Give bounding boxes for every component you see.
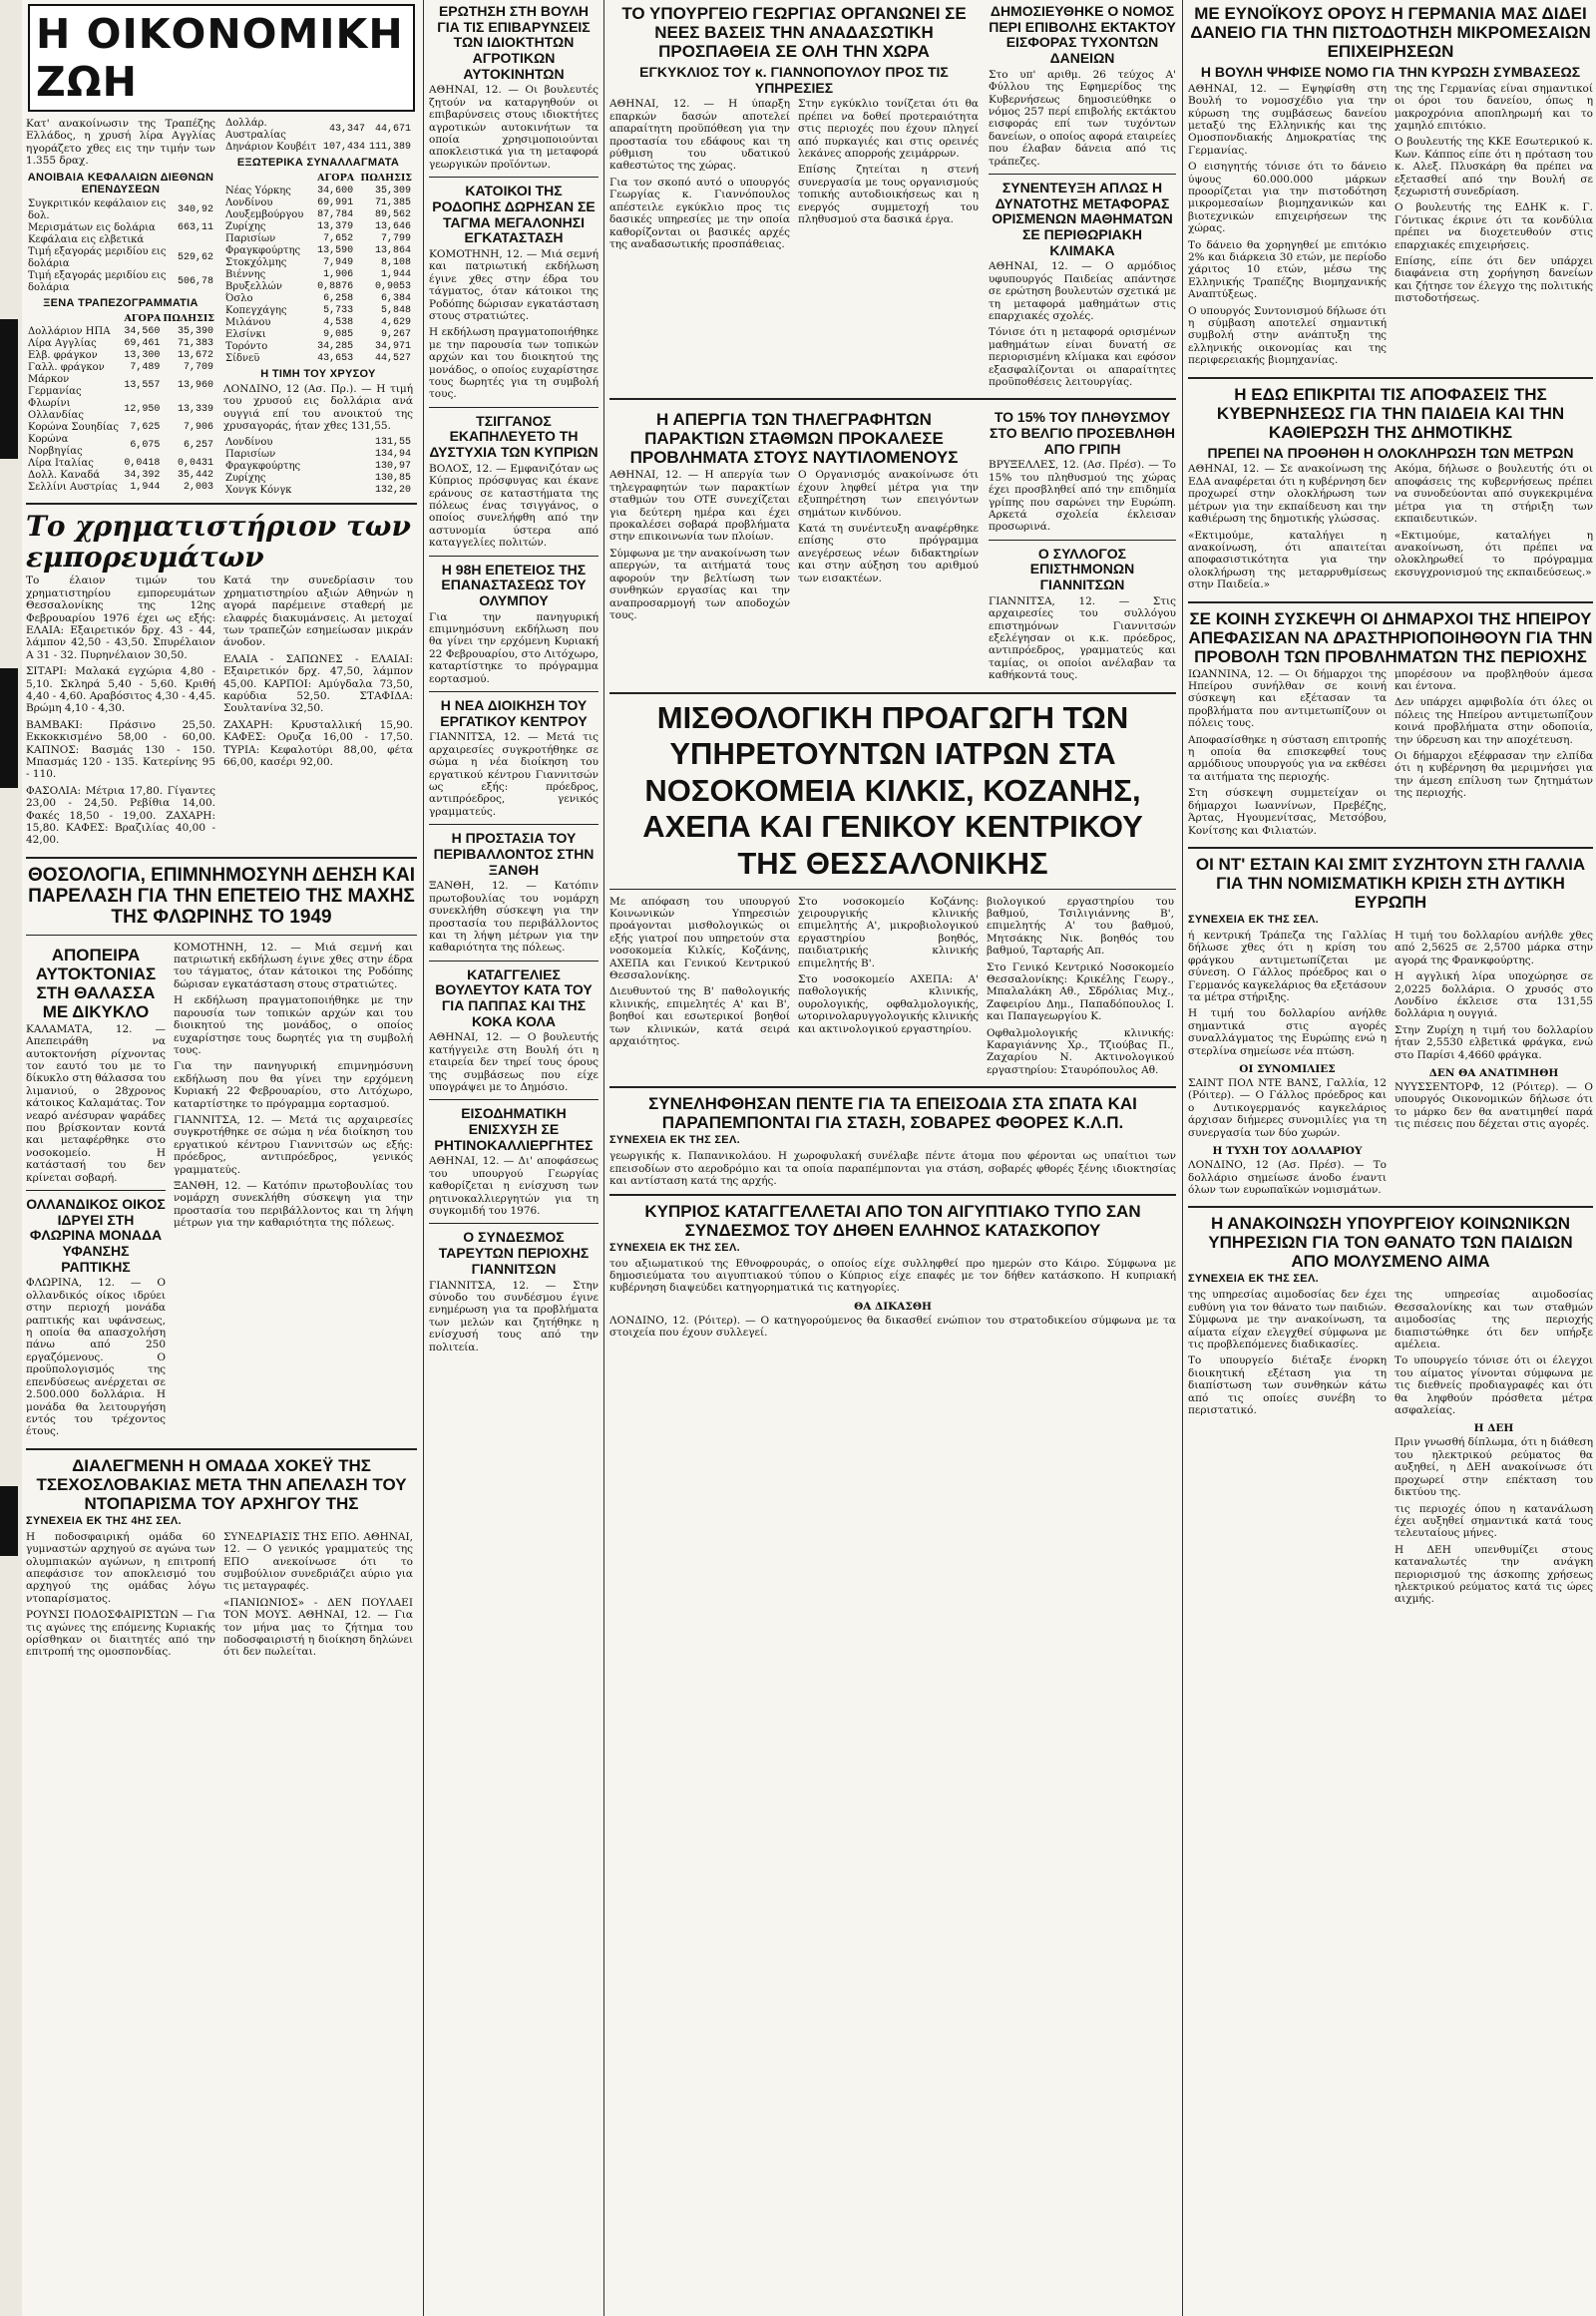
- table-row: Κορώνα Σουηδίας 7,625 7,906: [28, 421, 213, 433]
- fx-title: ΑΝΟΙΒΑΙΑ ΚΕΦΑΛΑΙΩΝ ΔΙΕΘΝΩΝ ΕΠΕΝΔΥΣΕΩΝ: [27, 171, 214, 195]
- table-row: Σελλίνι Αυστρίας 1,944 2,003: [28, 481, 213, 493]
- eda-education-headline: Η ΕΔΩ ΕΠΙΚΡΙΤΑΙ ΤΙΣ ΑΠΟΦΑΣΕΙΣ ΤΗΣ ΚΥΒΕΡΝΗΣΕΩΣ ΓΙΑ ΤΗΝ ΠΑΙΔΕΙΑ ΚΑΙ ΤΗΝ ΚΑΘΙΕΡΩΣΗ ΤΗΣ ΔΗΜΟΤΙΚΗΣ: [1216, 384, 1565, 442]
- belgium-flu-headline: ΤΟ 15% ΤΟΥ ΠΛΗΘΥΣΜΟΥ ΣΤΟ ΒΕΛΓΙΟ ΠΡΟΣΕΒΛΗΘΗ ΑΠΟ ΓΡΙΠΗ: [990, 409, 1175, 457]
- table-row: Ελβ. φράγκον 13,300 13,672: [28, 349, 213, 361]
- parliament-question-headline: ΕΡΩΤΗΣΗ ΣΤΗ ΒΟΥΛΗ ΓΙΑ ΤΙΣ ΕΠΙΒΑΡΥΝΣΕΙΣ ΤΩΝ ΙΔΙΟΚΤΗΤΩΝ ΑΓΡΟΤΙΚΩΝ ΑΥΤΟΚΙΝΗΤΩΝ: [437, 3, 591, 82]
- table-row: Ζυρίχης 13,379 13,646: [225, 221, 411, 232]
- table-row: Βιέννης 1,906 1,944: [225, 269, 411, 280]
- telegraph-strike-headline: Η ΑΠΕΡΓΙΑ ΤΩΝ ΤΗΛΕΓΡΑΦΗΤΩΝ ΠΑΡΑΚΤΙΩΝ ΣΤΑΘΜΩΝ ΠΡΟΚΑΛΕΣΕ ΠΡΟΒΛΗΜΑΤΑ ΣΤΟΥΣ ΝΑΥΤΙΛΟΜΕΝΟΥΣ: [629, 410, 959, 468]
- notes-title: ΞΕΝΑ ΤΡΑΠΕΖΟΓΡΑΜΜΑΤΙΑ: [43, 296, 199, 309]
- column-1: Η ΟΙΚΟΝΟΜΙΚΗ ΖΩΗ Κατ' ανακοίνωσιν της Τραπέζης Ελλάδος, η χρυσή λίρα Αγγλίας ηγοράζετο χθες εις την τιμήν των 1.355 δραχ. ΑΝΟΙΒΑΙΑ ΚΕΦΑΛΑΙΩΝ ΔΙΕΘΝΩΝ ΕΠΕΝΔΥΣΕΩΝ Συγκριτικόν κεφάλαιον εις δολ. 340,92 Μερισμάτων εις δολάρια 663,11 Κεφάλαια εις ελβετικά Τιμή εξαγοράς μεριδίου εις δολάρια 529,62 Τιμή εξαγοράς μεριδίου εις δολάρια 506,78 ΞΕΝΑ ΤΡΑΠΕΖΟΓΡΑΜΜΑΤΙΑ ΑΓΟΡΑ ΠΩΛΗΣΙΣ Δολλάριον ΗΠΑ 34,560 35,390 Λίρα Αγγλίας 69,461 71,383 Ελβ. φράγκον 13,300 13,672 Γαλλ. φράγκον 7,489 7,709 Μάρκον Γερμανίας 13,557 13,960 Φλωρίνι Ολλανδίας 12,950 13,339 Κορώνα Σουηδίας 7,625 7,906 Κορώνα Νορβηγίας 6,075 6,257 Λίρα Ιταλίας 0,0418 0,0431 Δολλ. Καναδά 34,392 35,442 Σελλίνι Αυστρίας 1,944 2,003 Δολλάρ. Αυστραλίας 43,347 44,671 Δηνάριον Κουβέιτ 107,434 111,389 ΕΞΩΤΕΡΙΚΑ ΣΥΝΑΛΛΑΓΜΑΤΑ ΑΓΟΡΑ ΠΩΛΗΣΙΣ Νέας Υόρκης 34,600 35,309 Λονδίνου 69,991 71,385 Λουξεμβούργου 87,784 89,562 Ζυρίχης 13,379 13,646 Παρισίων 7,652 7,799 Φραγκφούρτης 13,590 13,864 Στοκχόλμης 7,949 8,108 Βιέννης 1,906 1,944 Βρυξελλών 0,8876 0,9053 Όσλο 6,258 6,384 Κοπεγχάγης 5,733 5,848 Μιλάνου 4,538 4,629 Ελσίνκι 9,085 9,267 Τορόντο 34,285 34,971 Σίδνεϋ 43,653 44,527 Η ΤΙΜΗ ΤΟΥ ΧΡΥΣΟΥ ΛΟΝΔΙΝΟ, 12 (Ασ. Πρ.). — Η τιμή του χρυσού εις δολλάρια ανά ουγγιά επί του ανοικτού της χρυσαγοράς, ήταν χθες 131,55. Λονδίνου 131,55 Παρισίων 134,94 Φραγκφούρτης 130,97 Ζυρίχης 130,85 Χονγκ Κόνγκ 132,20 Το χρηματιστήριον των εμπορευμάτων Το έλαιον τιμών του χρηματιστηρίου εμπορευμάτων Θεσσαλονίκης της 12ης Φεβρουαρίου 1976 έχει ως εξής: ΕΛΑΙΑ: Εξαιρετικόν δρχ. 43 - 44, λάμπον 42,50 - 43,50. Σπυρέλαιον Α 31 - 32. Πυρηνέλαιον 30,50. ΣΙΤΑΡΙ: Μαλακά εγχώρια 4,80 - 5,10. Σκληρά 5,40 - 5,60. Κριθή 4,40 - 4,60. Αραβόσιτος 4,30 - 4,45. Βρώμη 4,10 - 4,30. ΒΑΜΒΑΚΙ: Πράσινο 25,50. Εκκοκκισμένο 58,00 - 60,00. ΚΑΠΝΟΣ: Βασμάς 130 - 150. Μπασμάς 120 - 135. Κατερίνης 95 - 110. ΦΑΣΟΛΙΑ: Μέτρια 17,80. Γίγαντες 23,00 - 24,50. Ρεβίθια 14,00. Φακές 18,50 - 19,00. ΖΑΧΑΡΗ: 15,80. ΚΑΦΕΣ: Βραζιλίας 40,00 - 42,00. Κατά την συνεδρίασιν του χρηματιστηρίου αξιών Αθηνών η αγορά παρέμεινε σταθερή με ελαφρές διακυμάνσεις. Αι μετοχαί των τραπεζών εσημείωσαν μικράν άνοδον. ΕΛΑΙΑ - ΣΑΠΩΝΕΣ - ΕΛΑΙΑΙ: Εξαιρετικόν δρχ. 47,50, λάμπον 45,00. ΚΑΡΠΟΙ: Αμύγδαλα 73,50, καρύδια 52,50. ΣΤΑΦΙΔΑ: Σουλτανίνα 32,50. ΖΑΧΑΡΗ: Κρυσταλλική 15,90. ΚΑΦΕΣ: Ορυζα 16,00 - 17,50. ΤΥΡΙΑ: Κεφαλοτύρι 88,00, φέτα 66,00, κασέρι 92,00. ΘΟΣΟΛΟΓΙΑ, ΕΠΙΜΝΗΜΟΣΥΝΗ ΔΕΗΣΗ ΚΑΙ ΠΑΡΕΛΑΣΗ ΓΙΑ ΤΗΝ ΕΠΕΤΕΙΟ ΤΗΣ ΜΑΧΗΣ ΤΗΣ ΦΛΩΡΙΝΗΣ ΤΟ 1949 ΑΠΟΠΕΙΡΑ ΑΥΤΟΚΤΟΝΙΑΣ ΣΤΗ ΘΑΛΑΣΣΑ ΜΕ ΔΙΚΥΚΛΟ ΚΑΛΑΜΑΤΑ, 12. — Απεπειράθη να αυτοκτονήση ρίχνοντας τον εαυτό του με το δίκυκλο στη θάλασσα του λιμανιού, ο 28χρονος κάτοικος Καλαμάτας. Τον νεαρό ανέσυραν ψαράδες που βρίσκονταν κοντά και μεταφέρθηκε στο νοσοκομείο. Η κατάστασή του δεν κρίνεται σοβαρή. ΟΛΛΑΝΔΙΚΟΣ ΟΙΚΟΣ ΙΔΡΥΕΙ ΣΤΗ ΦΛΩΡΙΝΑ ΜΟΝΑΔΑ ΥΦΑΝΣΗΣ ΡΑΠΤΙΚΗΣ ΦΛΩΡΙΝΑ, 12. — Ο ολλανδικός οίκος ιδρύει στην περιοχή μονάδα ραπτικής και υφάνσεως, η οποία θα απασχολήση πάνω από 250 εργαζόμενους. Ο προϋπολογισμός της επενδύσεως ανέρχεται σε 2.500.000 δολλάρια. Η μονάδα θα λειτουργήση εντός του τρέχοντος έτους. ΚΟΜΟΤΗΝΗ, 12. — Μιά σεμνή και πατριωτική εκδήλωση έγινε χθες στην έδρα του τάγματος, όταν κάτοικοι της Ροδόπης δώρισαν εγκατάσταση στους στρατιώτες. Η εκδήλωση πραγματοποιήθηκε με την παρουσία των τοπικών αρχών και του διοικητού της μονάδος, ο οποίος ευχαρίστησε τους δωρητές για τη συμβολή τους. Για την πανηγυρική επιμνημόσυνη εκδήλωση που θα γίνει την ερχόμενη Κυριακή 22 Φεβρουαρίου, στο Λιτόχωρο, καταρτίστηκε το πρόγραμμα εορτασμού. ΓΙΑΝΝΙΤΣΑ, 12. — Μετά τις αρχαιρεσίες συγκροτήθηκε σε σώμα η νέα διοίκηση του εργατικού κέντρου Γιαννιτσών ως εξής: πρόεδρος, αντιπρόεδρος, γενικός γραμματεύς. ΞΑΝΘΗ, 12. — Κατόπιν πρωτοβουλίας του νομάρχη συνεκλήθη σύσκεψη για την προστασία του περιβάλλοντος και τη λήψη μέτρων για την καθαριότητα της πόλεως. ΔΙΑΛΕΓΜΕΝΗ Η ΟΜΑΔΑ ΧΟΚΕΫ ΤΗΣ ΤΣΕΧΟΣΛΟΒΑΚΙΑΣ ΜΕΤΑ ΤΗΝ ΑΠΕΛΑΣΗ ΤΟΥ ΝΤΟΠΑΡΙΣΜΑ ΤΟΥ ΑΡΧΗΓΟΥ ΤΗΣ ΣΥΝΕΧΕΙΑ ΕΚ ΤΗΣ 4ΗΣ ΣΕΛ. Η ποδοσφαιρική ομάδα 60 γυμναστών αρχηγού σε αγώνα των ολυμπιακών αγώνων, η επιτροπή απεφάσισε τον αποκλεισμό του αρχηγού της ομάδας λόγω ντοπαρίσματος. ΡΟΥΝΣΙ ΠΟΔΟΣΦΑΙΡΙΣΤΩΝ — Για τις αγώνες της επόμενης Κυριακής ορίσθηκαν οι διαιτητές από την επιτροπή της ομοσπονδίας. ΣΥΝΕΔΡΙΑΣΙΣ ΤΗΣ ΕΠΟ. ΑΘΗΝΑΙ, 12. — Ο γενικός γραμματεύς της ΕΠΟ ανεκοίνωσε ότι το συμβούλιον συνεδριάζει αύριο για τις μεταγραφές. «ΠΑΝΙΩΝΙΟΣ» - ΔΕΝ ΠΟΥΛΑΕΙ ΤΟΝ ΜΟΥΣ. ΑΘΗΝΑΙ, 12. — Για τον μήνα μας το ζήτημα του ποδοσφαιριστή η διοίκηση δηλώνει ότι δεν πωλείται.: [26, 0, 417, 2316]
- table-row: Νέας Υόρκης 34,600 35,309: [225, 186, 411, 196]
- reforestation-headline: ΤΟ ΥΠΟΥΡΓΕΙΟ ΓΕΩΡΓΙΑΣ ΟΡΓΑΝΩΝΕΙ ΣΕ ΝΕΕΣ ΒΑΣΕΙΣ ΤΗΝ ΑΝΑΔΑΣΩΤΙΚΗ ΠΡΟΣΠΑΘΕΙΑ ΣΕ ΟΛΗ ΤΗΝ ΧΩΡΑ: [621, 4, 967, 62]
- loan-levy-headline: ΔΗΜΟΣΙΕΥΘΗΚΕ Ο ΝΟΜΟΣ ΠΕΡΙ ΕΠΙΒΟΛΗΣ ΕΚΤΑΚΤΟΥ ΕΙΣΦΟΡΑΣ ΤΥΧΟΝΤΩΝ ΔΑΝΕΙΩΝ: [989, 3, 1176, 67]
- table-row: Συγκριτικόν κεφάλαιον εις δολ. 340,92: [28, 197, 213, 221]
- column-6: ΜΕ ΕΥΝΟΪΚΟΥΣ ΟΡΟΥΣ Η ΓΕΡΜΑΝΙΑ ΜΑΣ ΔΙΔΕΙ ΔΑΝΕΙΟ ΓΙΑ ΤΗΝ ΠΙΣΤΟΔΟΤΗΣΗ ΜΙΚΡΟΜΕΣΑΙΩΝ ΕΠΙΧΕΙΡΗΣΕΩΝ Η ΒΟΥΛΗ ΨΗΦΙΣΕ ΝΟΜΟ ΓΙΑ ΤΗΝ ΚΥΡΩΣΗ ΣΥΜΒΑΣΕΩΣ ΑΘΗΝΑΙ, 12. — Εψηφίσθη στη Βουλή το νομοσχέδιο για την κύρωση της συμβάσεως δανείου μεταξύ της Ελληνικής και της Ομοσπονδιακής Δημοκρατίας της Γερμανίας. Ο εισηγητής τόνισε ότι το δάνειο ύψους 60.000.000 μάρκων προορίζεται για την πιστοδότηση μικρομεσαίων βιομηχανικών και βιοτεχνικών επιχειρήσεων της χώρας. Το δάνειο θα χορηγηθεί με επιτόκιο 2% και διάρκεια 30 ετών, με περίοδο χάριτος 10 ετών, μέσω της Ελληνικής Τραπέζης Βιομηχανικής Αναπτύξεως. Ο υπουργός Συντονισμού δήλωσε ότι η σύμβαση αποτελεί σημαντική συμβολή στην ανάπτυξη της ελληνικής οικονομίας και της περιφερειακής βιομηχανίας. της της Γερμανίας είναι σημαντικοί οι όροι του δανείου, όπως η μακροχρόνια αποπληρωμή και το χαμηλό επιτόκιο. Ο βουλευτής της ΚΚΕ Εσωτερικού κ. Κων. Κάππος είπε ότι η πρόταση του κ. Αλεξ. Πλυσκάρη θα πρέπει να εξετασθεί από την Βουλή σε ξεχωριστή συνεδρίαση. Ο βουλευτής της ΕΔΗΚ κ. Γ. Γόντικας έκρινε ότι τα κονδύλια πρέπει να διοχετευθούν στις επαρχιακές επιχειρήσεις. Επίσης, είπε ότι δεν υπάρχει διαφάνεια στη χορήγηση δανείων και ζήτησε τον έλεγχο της πολιτικής πιστοδοτήσεως. Η ΕΔΩ ΕΠΙΚΡΙΤΑΙ ΤΙΣ ΑΠΟΦΑΣΕΙΣ ΤΗΣ ΚΥΒΕΡΝΗΣΕΩΣ ΓΙΑ ΤΗΝ ΠΑΙΔΕΙΑ ΚΑΙ ΤΗΝ ΚΑΘΙΕΡΩΣΗ ΤΗΣ ΔΗΜΟΤΙΚΗΣ ΠΡΕΠΕΙ ΝΑ ΠΡΟΘΗΘΗ Η ΟΛΟΚΛΗΡΩΣΗ ΤΩΝ ΜΕΤΡΩΝ ΑΘΗΝΑΙ, 12. — Σε ανακοίνωση της ΕΔΑ αναφέρεται ότι η κυβέρνηση δεν προχωρεί στην ολοκλήρωση των μέτρων για την εκπαίδευση και την καθιέρωση της δημοτικής γλώσσας. «Εκτιμούμε, καταλήγει η ανακοίνωση, ότι απαιτείται αποφασιστικότητα για την ολοκλήρωση της μεταρρυθμίσεως στην Παιδεία.» Ακόμα, δήλωσε ο βουλευτής ότι οι αποφάσεις της κυβερνήσεως πρέπει να συνοδεύονται από συγκεκριμένα μέτρα για τη στήριξη των εκπαιδευτικών. «Εκτιμούμε, καταλήγει η ανακοίνωση, ότι πρέπει να ολοκληρωθεί το πρόγραμμα εκσυγχρονισμού της εκπαιδεύσεως.» ΣΕ ΚΟΙΝΗ ΣΥΣΚΕΨΗ ΟΙ ΔΗΜΑΡΧΟΙ ΤΗΣ ΗΠΕΙΡΟΥ ΑΠΕΦΑΣΙΣΑΝ ΝΑ ΔΡΑΣΤΗΡΙΟΠΟΙΗΘΟΥΝ ΓΙΑ ΤΗΝ ΠΡΟΒΟΛΗ ΤΩΝ ΠΡΟΒΛΗΜΑΤΩΝ ΤΗΣ ΠΕΡΙΟΧΗΣ ΙΩΑΝΝΙΝΑ, 12. — Οι δήμαρχοι της Ηπείρου συνήλθαν σε κοινή σύσκεψη και εξέτασαν τα προβλήματα που αντιμετωπίζουν οι πόλεις τους. Αποφασίσθηκε η σύσταση επιτροπής η οποία θα επισκεφθεί τους αρμόδιους υπουργούς για να εκθέσει τα αιτήματα της περιοχής. Στη σύσκεψη συμμετείχαν οι δήμαρχοι Ιωαννίνων, Πρεβέζης, Άρτας, Ηγουμενίτσας, Μετσόβου, Κονίτσης και Φιλιατών. μπορέσουν να προβληθούν άμεσα και έντονα. Δεν υπάρχει αμφιβολία ότι όλες οι πόλεις της Ηπείρου αντιμετωπίζουν κοινά προβλήματα στην οδοποιία, την ύδρευση και την αποχέτευση. Οι δήμαρχοι εξέφρασαν την ελπίδα ότι η κυβέρνηση θα μεριμνήσει για την άμεση επίλυση των ζητημάτων της περιοχής. ΟΙ ΝΤ' ΕΣΤΑΙΝ ΚΑΙ ΣΜΙΤ ΣΥΖΗΤΟΥΝ ΣΤΗ ΓΑΛΛΙΑ ΓΙΑ ΤΗΝ ΝΟΜΙΣΜΑΤΙΚΗ ΚΡΙΣΗ ΣΤΗ ΔΥΤΙΚΗ ΕΥΡΩΠΗ ΣΥΝΕΧΕΙΑ ΕΚ ΤΗΣ ΣΕΛ. ή κεντρική Τράπεζα της Γαλλίας δήλωσε χθες ότι η κρίση του φράγκου αντιμετωπίζεται με σύνεση. Ο Γάλλος πρόεδρος και ο Γερμανός καγκελάριος θα εξετάσουν τα μέτρα στήριξης. Η τιμή του δολλαρίου ανήλθε σημαντικά στις αγορές συναλλάγματος της Ευρώπης ενώ η στερλίνα σημείωσε νέα πτώση. ΟΙ ΣΥΝΟΜΙΛΙΕΣ ΣΑΙΝΤ ΠΟΛ ΝΤΕ ΒΑΝΣ, Γαλλία, 12 (Ρόιτερ). — Ο Γάλλος πρόεδρος και ο Δυτικογερμανός καγκελάριος άρχισαν διήμερες συνομιλίες για τη συνεργασία των δύο χωρών. Η ΤΥΧΗ ΤΟΥ ΔΟΛΛΑΡΙΟΥ ΛΟΝΔΙΝΟ, 12 (Ασ. Πρέσ). — Το δολλάριο σημείωσε άνοδο έναντι όλων των ευρωπαϊκών νομισμάτων. Η τιμή του δολλαρίου ανήλθε χθες από 2,5625 σε 2,5700 μάρκα στην αγορά της Φρανκφούρτης. Η αγγλική λίρα υποχώρησε σε 2,0225 δολλάρια. Ο χρυσός στο Λονδίνο έκλεισε στα 131,55 δολλάρια η ουγγιά. Στην Ζυρίχη η τιμή του δολλαρίου ήταν 2,5530 ελβετικά φράγκα, ενώ στο Παρίσι 4,4660 φράγκα. ΔΕΝ ΘΑ ΑΝΑΤΙΜΗΘΗ ΝΥΥΣΣΕΝΤΟΡΦ, 12 (Ρόιτερ). — Ο υπουργός Οικονομικών δήλωσε ότι το μάρκο δεν θα ανατιμηθεί παρά τις πιέσεις που δέχεται στις αγορές. Η ΑΝΑΚΟΙΝΩΣΗ ΥΠΟΥΡΓΕΙΟΥ ΚΟΙΝΩΝΙΚΩΝ ΥΠΗΡΕΣΙΩΝ ΓΙΑ ΤΟΝ ΘΑΝΑΤΟ ΤΩΝ ΠΑΙΔΙΩΝ ΑΠΟ ΜΟΛΥΣΜΕΝΟ ΑΙΜΑ ΣΥΝΕΧΕΙΑ ΕΚ ΤΗΣ ΣΕΛ. της υπηρεσίας αιμοδοσίας δεν έχει ευθύνη για τον θάνατο των παιδιών. Σύμφωνα με την ανακοίνωση, τα αίματα είχαν ελεγχθεί σύμφωνα με τις προβλεπόμενες διαδικασίες. Το υπουργείο διέταξε ένορκη διοικητική εξέταση για τη διαπίστωση των συνθηκών κάτω από τις οποίες συνέβη το περιστατικό. της υπηρεσίας αιμοδοσίας Θεσσαλονίκης και των σταθμών αιμοδοσίας της περιοχής διαπιστώθηκε ότι δεν υπήρξε αμέλεια. Το υπουργείο τόνισε ότι οι έλεγχοι του αίματος γίνονται σύμφωνα με τις διεθνείς προδιαγραφές και ότι θα ληφθούν πρόσθετα μέτρα ασφαλείας. Η ΔΕΗ Πριν γνωσθή δίπλωμα, ότι η διάθεση του ηλεκτρικού ρεύματος θα αυξηθεί, η ΔΕΗ ανακοίνωσε ότι προχωρεί στην επέκταση του δικτύου της. τις περιοχές όπου η κατανάλωση έχει αυξηθεί σημαντικά κατά τους τελευταίους μήνες. Η ΔΕΗ υπενθυμίζει στους καταναλωτές την ανάγκη περιορισμού της άσκοπης χρήσεως ηλεκτρικού ρεύματος κατά τις ώρες αιχμής.: [1188, 4, 1593, 1606]
- masthead-title: Η ΟΙΚΟΝΟΜΙΚΗ ΖΩΗ: [36, 10, 404, 106]
- epirus-mayors-headline: ΣΕ ΚΟΙΝΗ ΣΥΣΚΕΨΗ ΟΙ ΔΗΜΑΡΧΟΙ ΤΗΣ ΗΠΕΙΡΟΥ ΑΠΕΦΑΣΙΣΑΝ ΝΑ ΔΡΑΣΤΗΡΙΟΠΟΙΗΘΟΥΝ ΓΙΑ ΤΗΝ ΠΡΟΒΟΛΗ ΤΩΝ ΠΡΟΒΛΗΜΑΤΩΝ ΤΗΣ ΠΕΡΙΟΧΗΣ: [1188, 608, 1593, 666]
- resin-support-headline: ΕΙΣΟΔΗΜΑΤΙΚΗ ΕΝΙΣΧΥΣΗ ΣΕ ΡΗΤΙΝΟΚΑΛΛΙΕΡΓΗΤΕΣ: [434, 1105, 594, 1153]
- reforestation-subheadline: ΕΓΚΥΚΛΙΟΣ ΤΟΥ κ. ΓΙΑΝΝΟΠΟΥΛΟΥ ΠΡΟΣ ΤΙΣ ΥΠΗΡΕΣΙΕΣ: [639, 64, 949, 96]
- table-row: Λίρα Ιταλίας 0,0418 0,0431: [28, 457, 213, 469]
- table-row: Φραγκφούρτης 130,97: [225, 460, 411, 472]
- dei-subhead: Η ΔΕΗ: [1473, 1422, 1514, 1435]
- gold-price-table: [223, 437, 413, 497]
- dutch-firm-headline: ΟΛΛΑΝΔΙΚΟΣ ΟΙΚΟΣ ΙΔΡΥΕΙ ΣΤΗ ΦΛΩΡΙΝΑ ΜΟΝΑΔΑ ΥΦΑΝΣΗΣ ΡΑΠΤΙΚΗΣ: [26, 1196, 166, 1275]
- table-row: Λίρα Αγγλίας 69,461 71,383: [28, 337, 213, 349]
- previous-page-edge: [0, 0, 22, 2316]
- table-row: Μερισμάτων εις δολάρια 663,11: [28, 221, 213, 233]
- commodity-exchange-headline: Το χρηματιστήριον των εμπορευμάτων: [26, 509, 411, 574]
- gold-price-text: ΛΟΝΔΙΝΟ, 12 (Ασ. Πρ.). — Η τιμή του χρυσού εις δολλάρια ανά ουγγιά επί του ανοικτού της χρυσαγοράς, ήταν χθες 131,55.: [223, 383, 413, 433]
- table-row: Κοπεγχάγης 5,733 5,848: [225, 305, 411, 316]
- commodity-rates-table: [223, 118, 413, 154]
- gypsy-headline: ΤΣΙΓΓΑΝΟΣ ΕΚΑΠΗΛΕΥΕΤΟ ΤΗ ΔΥΣΤΥΧΙΑ ΤΩΝ ΚΥΠΡΙΩΝ: [429, 412, 598, 461]
- banknotes-table: ΑΓΟΡΑ ΠΩΛΗΣΙΣ Δολλάριον ΗΠΑ 34,560 35,390 Λίρα Αγγλίας 69,461 71,383 Ελβ. φράγκον 13,300 13,672 Γαλλ. φράγκον 7,489 7,709 Μάρκον Γερμανίας 13,557 13,960 Φλωρίνι Ολλανδίας 12,950 13,339 Κορώνα Σουηδίας 7,625 7,906 Κορώνα Νορβηγίας 6,075 6,257 Λίρα Ιταλίας 0,0418 0,0431 Δολλ. Καναδά 34,392 35,442 Σελλίνι Αυστρίας 1,944 2,003: [28, 312, 214, 493]
- table-row: Τιμή εξαγοράς μεριδίου εις δολάρια 506,78: [28, 269, 213, 293]
- table-row: Δηνάριον Κουβέιτ 107,434 111,389: [225, 142, 411, 153]
- hockey-headline: ΔΙΑΛΕΓΜΕΝΗ Η ΟΜΑΔΑ ΧΟΚΕΫ ΤΗΣ ΤΣΕΧΟΣΛΟΒΑΚΙΑΣ ΜΕΤΑ ΤΗΝ ΑΠΕΛΑΣΗ ΤΟΥ ΝΤΟΠΑΡΙΣΜΑ ΤΟΥ ΑΡΧΗΓΟΥ ΤΗΣ: [36, 1455, 407, 1513]
- masthead: [28, 4, 415, 112]
- foreign-exchange-table: ΑΓΟΡΑ ΠΩΛΗΣΙΣ Νέας Υόρκης 34,600 35,309 Λονδίνου 69,991 71,385 Λουξεμβούργου 87,784 89,562 Ζυρίχης 13,379 13,646 Παρισίων 7,652 7,799 Φραγκφούρτης 13,590 13,864 Στοκχόλμης 7,949 8,108 Βιέννης 1,906 1,944 Βρυξελλών 0,8876 0,9053 Όσλο 6,258 6,384 Κοπεγχάγης 5,733 5,848 Μιλάνου 4,538 4,629 Ελσίνκι 9,085 9,267 Τορόντο 34,285 34,971 Σίδνεϋ 43,653 44,527: [225, 173, 412, 364]
- column-4: ΤΟ ΥΠΟΥΡΓΕΙΟ ΓΕΩΡΓΙΑΣ ΟΡΓΑΝΩΝΕΙ ΣΕ ΝΕΕΣ ΒΑΣΕΙΣ ΤΗΝ ΑΝΑΔΑΣΩΤΙΚΗ ΠΡΟΣΠΑΘΕΙΑ ΣΕ ΟΛΗ ΤΗΝ ΧΩΡΑ ΕΓΚΥΚΛΙΟΣ ΤΟΥ κ. ΓΙΑΝΝΟΠΟΥΛΟΥ ΠΡΟΣ ΤΙΣ ΥΠΗΡΕΣΙΕΣ ΑΘΗΝΑΙ, 12. — Η ύπαρξη επαρκών δασών αποτελεί απαραίτητη προϋπόθεση για την προστασία του εδάφους και τη ρύθμιση του υδατικού καθεστώτος της χώρας. Για τον σκοπό αυτό ο υπουργός Γεωργίας κ. Γιαννόπουλος απέστειλε εγκύκλιο προς τις δασικές υπηρεσίες με την οποία καθορίζονται οι βασικές αρχές της αναδασωτικής προσπάθειας. Στην εγκύκλιο τονίζεται ότι θα πρέπει να δοθεί προτεραιότητα στις περιοχές που έχουν πληγεί από πυρκαγιές και στις ορεινές λεκάνες απορροής χειμάρρων. Επίσης ζητείται η στενή συνεργασία με τους οργανισμούς τοπικής αυτοδιοικήσεως και η ενεργός συμμετοχή του πληθυσμού στα δασικά έργα. ΔΗΜΟΣΙΕΥΘΗΚΕ Ο ΝΟΜΟΣ ΠΕΡΙ ΕΠΙΒΟΛΗΣ ΕΚΤΑΚΤΟΥ ΕΙΣΦΟΡΑΣ ΤΥΧΟΝΤΩΝ ΔΑΝΕΙΩΝ Στο υπ' αριθμ. 26 τεύχος Α' Φύλλου της Εφημερίδος της Κυβερνήσεως δημοσιεύθηκε ο νόμος 257 περί επιβολής εκτάκτου εισφοράς επί των τυχόντων δανείων, ο οποίος αφορά εταιρείες που έλαβαν δάνεια από τις τράπεζες. ΣΥΝΕΝΤΕΥΞΗ ΑΠΛΩΣ Η ΔΥΝΑΤΟΤΗΣ ΜΕΤΑΦΟΡΑΣ ΟΡΙΣΜΕΝΩΝ ΜΑΘΗΜΑΤΩΝ ΣΕ ΠΕΡΙΘΩΡΙΑΚΗ ΚΛΙΜΑΚΑ ΑΘΗΝΑΙ, 12. — Ο αρμόδιος υφυπουργός Παιδείας απάντησε σε ερώτηση βουλευτών σχετικά με τη μεταφορά μαθημάτων στις επαρχιακές σχολές. Τόνισε ότι η μεταφορά ορισμένων μαθημάτων είναι δυνατή σε περιορισμένη κλίμακα και εφόσον εξασφαλίζονται οι απαραίτητες προϋποθέσεις λειτουργίας. Η ΑΠΕΡΓΙΑ ΤΩΝ ΤΗΛΕΓΡΑΦΗΤΩΝ ΠΑΡΑΚΤΙΩΝ ΣΤΑΘΜΩΝ ΠΡΟΚΑΛΕΣΕ ΠΡΟΒΛΗΜΑΤΑ ΣΤΟΥΣ ΝΑΥΤΙΛΟΜΕΝΟΥΣ ΑΘΗΝΑΙ, 12. — Η απεργία των τηλεγραφητών των παρακτίων σταθμών του ΟΤΕ συνεχίζεται για δεύτερη ημέρα και έχει προκαλέσει σοβαρά προβλήματα στην επικοινωνία των πλοίων. Σύμφωνα με την ανακοίνωση των απεργών, τα αιτήματά τους αφορούν την βελτίωση των συνθηκών εργασίας και την αναπροσαρμογή των αποδοχών τους. Ο Οργανισμός ανακοίνωσε ότι έχουν ληφθεί μέτρα για την εξυπηρέτηση των επειγόντων σημάτων κινδύνου. Κατά τη συνέντευξη αναφέρθηκε επίσης στο πρόγραμμα ανεγέρσεως νέων διδακτηρίων και στην αύξηση του αριθμού των εισακτέων. ΤΟ 15% ΤΟΥ ΠΛΗΘΥΣΜΟΥ ΣΤΟ ΒΕΛΓΙΟ ΠΡΟΣΕΒΛΗΘΗ ΑΠΟ ΓΡΙΠΗ ΒΡΥΞΕΛΛΕΣ, 12. (Ασ. Πρέσ). — Το 15% του πληθυσμού της χώρας έχει προσβληθεί από την επιδημία γρίπης που σαρώνει την Ευρώπη. Αρκετά σχολεία έκλεισαν προσωρινά. Ο ΣΥΛΛΟΓΟΣ ΕΠΙΣΤΗΜΟΝΩΝ ΓΙΑΝΝΙΤΣΩΝ ΓΙΑΝΝΙΤΣΑ, 12. — Στις αρχαιρεσίες του συλλόγου επιστημόνων Γιαννιτσών εξελέγησαν οι κ.κ. πρόεδρος, αντιπρόεδρος, γραμματεύς και ταμίας, οι οποίοι ανέλαβαν τα καθήκοντά τους. ΜΙΣΘΟΛΟΓΙΚΗ ΠΡΟΑΓΩΓΗ ΤΩΝ ΥΠΗΡΕΤΟΥΝΤΩΝ ΙΑΤΡΩΝ ΣΤΑ ΝΟΣΟΚΟΜΕΙΑ ΚΙΛΚΙΣ, ΚΟΖΑΝΗΣ, ΑΧΕΠΑ ΚΑΙ ΓΕΝΙΚΟΥ ΚΕΝΤΡΙΚΟΥ ΤΗΣ ΘΕΣΣΑΛΟΝΙΚΗΣ Με απόφαση του υπουργού Κοινωνικών Υπηρεσιών προάγονται μισθολογικώς οι εξής γιατροί που υπηρετούν στα νοσοκομεία Κιλκίς, Κοζάνης, ΑΧΕΠΑ και Γενικού Κεντρικού Θεσσαλονίκης. Διευθυντού της Β' παθολογικής κλινικής, επιμελητές Α' και Β', βοηθοί και εσωτερικοί βοηθοί των κλινικών, κατά σειρά αρχαιότητος. Στο νοσοκομείο Κοζάνης: χειρουργικής κλινικής επιμελητής Α', μικροβιολογικού εργαστηρίου βοηθός, παιδιατρικής κλινικής επιμελητής Β'. Στο νοσοκομείο ΑΧΕΠΑ: Α' παθολογικής κλινικής, ουρολογικής, οφθαλμολογικής, ωτορινολαρυγγολογικής κλινικής και ακτινολογικού εργαστηρίου. βιολογικού εργαστηρίου του βαθμού, Τσιλιγιάννης Β', επιμελητής Α' του βαθμού, Μητσάκης Νικ. βοηθός του βαθμού, Ταρταρής Απ. Στο Γενικό Κεντρικό Νοσοκομείο Θεσσαλονίκης: Κρικέλης Γεωργ., Μπαλαλάκη Αθ., Σδρόλιας Μιχ., Ζαφειρίου Δημ., Παπαδόπουλος Ι. και Παπαγεωργίου Κ. Οφθαλμολογικής κλινικής: Καραγιάννης Χρ., Τζιούβας Π., Ζαχαρίου Ν. Ακτινολογικού εργαστηρίου: Σταυρόπουλος Αθ. ΣΥΝΕΛΗΦΘΗΣΑΝ ΠΕΝΤΕ ΓΙΑ ΤΑ ΕΠΕΙΣΟΔΙΑ ΣΤΑ ΣΠΑΤΑ ΚΑΙ ΠΑΡΑΠΕΜΠΟΝΤΑΙ ΓΙΑ ΣΤΑΣΗ, ΣΟΒΑΡΕΣ ΦΘΟΡΕΣ Κ.Λ.Π. ΣΥΝΕΧΕΙΑ ΕΚ ΤΗΣ ΣΕΛ. γεωργικής κ. Παπανικολάου. Η χωροφυλακή συνέλαβε πέντε άτομα που φέρονται ως υπαίτιοι των επεισοδίων στο αεροδρόμιο και τα οποία παραπέμπονται για στάση, σοβαρές φθορές ξένης ιδιοκτησίας και αντίσταση κατά της αρχής. ΚΥΠΡΙΟΣ ΚΑΤΑΓΓΕΛΛΕΤΑΙ ΑΠΟ ΤΟΝ ΑΙΓΥΠΤΙΑΚΟ ΤΥΠΟ ΣΑΝ ΣΥΝΔΕΣΜΟΣ ΤΟΥ ΔΗΘΕΝ ΕΛΛΗΝΟΣ ΚΑΤΑΣΚΟΠΟΥ ΣΥΝΕΧΕΙΑ ΕΚ ΤΗΣ ΣΕΛ. του αξιωματικού της Εθνοφρουράς, ο οποίος είχε συλληφθεί προ ημερών στο Κάιρο. Σύμφωνα με δημοσιεύματα του αιγυπτιακού τύπου ο Κύπριος είχε επαφές με τον δήθεν κατάσκοπο. Η κυπριακή κυβέρνηση διαψεύδει κατηγορηματικά τις κατηγορίες. ΘΑ ΔΙΚΑΣΘΗ ΛΟΝΔΙΝΟ, 12. (Ρόιτερ). — Ο κατηγορούμενος θα δικασθεί ενώπιον του στρατοδικείου σύμφωνα με τα στοιχεία που έχουν συλλεγεί.: [609, 3, 1176, 1340]
- no-revaluation-subhead: ΔΕΝ ΘΑ ΑΝΑΤΙΜΗΘΗ: [1428, 1067, 1559, 1080]
- suicide-attempt-headline: ΑΠΟΠΕΙΡΑ ΑΥΤΟΚΤΟΝΙΑΣ ΣΤΗ ΘΑΛΑΣΣΑ ΜΕ ΔΙΚΥΚΛΟ: [35, 945, 157, 1021]
- table-row: Λονδίνου 69,991 71,385: [225, 197, 411, 208]
- estaing-schmidt-headline: ΟΙ ΝΤ' ΕΣΤΑΙΝ ΚΑΙ ΣΜΙΤ ΣΥΖΗΤΟΥΝ ΣΤΗ ΓΑΛΛΙΑ ΓΙΑ ΤΗΝ ΝΟΜΙΣΜΑΤΙΚΗ ΚΡΙΣΗ ΣΤΗ ΔΥΤΙΚΗ ΕΥΡΩΠΗ: [1195, 854, 1586, 912]
- rodopi-headline: ΚΑΤΟΙΚΟΙ ΤΗΣ ΡΟΔΟΠΗΣ ΔΩΡΗΣΑΝ ΣΕ ΤΑΓΜΑ ΜΕΓΑΛΟΝΗΣΙ ΕΓΚΑΤΑΣΤΑΣΗ: [432, 183, 596, 246]
- doctors-promotion-headline: ΜΙΣΘΟΛΟΓΙΚΗ ΠΡΟΑΓΩΓΗ ΤΩΝ ΥΠΗΡΕΤΟΥΝΤΩΝ ΙΑΤΡΩΝ ΣΤΑ ΝΟΣΟΚΟΜΕΙΑ ΚΙΛΚΙΣ, ΚΟΖΑΝΗΣ, ΑΧΕΠΑ ΚΑΙ ΓΕΝΙΚΟΥ ΚΕΝΤΡΙΚΟΥ ΤΗΣ ΘΕΣΣΑΛΟΝΙΚΗΣ: [642, 699, 1143, 881]
- table-row: Φραγκφούρτης 13,590 13,864: [225, 245, 411, 256]
- eda-education-subheadline: ΠΡΕΠΕΙ ΝΑ ΠΡΟΘΗΘΗ Η ΟΛΟΚΛΗΡΩΣΗ ΤΩΝ ΜΕΤΡΩΝ: [1207, 444, 1574, 461]
- table-row: Στοκχόλμης 7,949 8,108: [225, 257, 411, 268]
- german-loan-subheadline: Η ΒΟΥΛΗ ΨΗΦΙΣΕ ΝΟΜΟ ΓΙΑ ΤΗΝ ΚΥΡΩΣΗ ΣΥΜΒΑΣΕΩΣ: [1200, 64, 1581, 81]
- olympus-revolution-headline: Η 98Η ΕΠΕΤΕΙΟΣ ΤΗΣ ΕΠΑΝΑΣΤΑΣΕΩΣ ΤΟΥ ΟΛΥΜΠΟΥ: [441, 561, 587, 608]
- talks-subhead: ΟΙ ΣΥΝΟΜΙΛΙΕΣ: [1239, 1063, 1336, 1076]
- coca-cola-headline: ΚΑΤΑΓΓΕΛΙΕΣ ΒΟΥΛΕΥΤΟΥ ΚΑΤΑ ΤΟΥ ΓΙΑ ΠΑΠΠΑΣ ΚΑΙ ΤΗΣ ΚΟΚΑ ΚΟΛΑ: [435, 965, 593, 1029]
- table-row: Τορόντο 34,285 34,971: [225, 341, 411, 352]
- environment-headline: Η ΠΡΟΣΤΑΣΙΑ ΤΟΥ ΠΕΡΙΒΑΛΛΟΝΤΟΣ ΣΤΗΝ ΞΑΝΘΗ: [433, 830, 595, 878]
- table-row: Παρισίων 7,652 7,799: [225, 233, 411, 244]
- gold-intro: Κατ' ανακοίνωσιν της Τραπέζης Ελλάδος, η χρυσή λίρα Αγγλίας ηγοράζετο χθες εις την τιμήν των 1.355 δραχ.: [26, 118, 215, 168]
- table-row: Φλωρίνι Ολλανδίας 12,950 13,339: [28, 397, 213, 421]
- table-row: Ελσίνκι 9,085 9,267: [225, 329, 411, 340]
- table-row: Σίδνεϋ 43,653 44,527: [225, 353, 411, 364]
- german-loan-headline: ΜΕ ΕΥΝΟΪΚΟΥΣ ΟΡΟΥΣ Η ΓΕΡΜΑΝΙΑ ΜΑΣ ΔΙΔΕΙ ΔΑΝΕΙΟ ΓΙΑ ΤΗΝ ΠΙΣΤΟΔΟΤΗΣΗ ΜΙΚΡΟΜΕΣΑΙΩΝ ΕΠΙΧΕΙΡΗΣΕΩΝ: [1190, 4, 1591, 62]
- spata-arrests-headline: ΣΥΝΕΛΗΦΘΗΣΑΝ ΠΕΝΤΕ ΓΙΑ ΤΑ ΕΠΕΙΣΟΔΙΑ ΣΤΑ ΣΠΑΤΑ ΚΑΙ ΠΑΡΑΠΕΜΠΟΝΤΑΙ ΓΙΑ ΣΤΑΣΗ, ΣΟΒΑΡΕΣ ΦΘΟΡΕΣ Κ.Λ.Π.: [648, 1094, 1137, 1133]
- table-row: Κορώνα Νορβηγίας 6,075 6,257: [28, 433, 213, 457]
- table-row: Βρυξελλών 0,8876 0,9053: [225, 281, 411, 292]
- cypriot-spy-headline: ΚΥΠΡΙΟΣ ΚΑΤΑΓΓΕΛΛΕΤΑΙ ΑΠΟ ΤΟΝ ΑΙΓΥΠΤΙΑΚΟ ΤΥΠΟ ΣΑΝ ΣΥΝΔΕΣΜΟΣ ΤΟΥ ΔΗΘΕΝ ΕΛΛΗΝΟΣ ΚΑΤΑΣΚΟΠΟΥ: [644, 1201, 1141, 1240]
- gold-price-title: Η ΤΙΜΗ ΤΟΥ ΧΡΥΣΟΥ: [260, 368, 376, 380]
- column-3: ΕΡΩΤΗΣΗ ΣΤΗ ΒΟΥΛΗ ΓΙΑ ΤΙΣ ΕΠΙΒΑΡΥΝΣΕΙΣ ΤΩΝ ΙΔΙΟΚΤΗΤΩΝ ΑΓΡΟΤΙΚΩΝ ΑΥΤΟΚΙΝΗΤΩΝ ΑΘΗΝΑΙ, 12. — Οι βουλευτές ζητούν να καταργηθούν οι επιβαρύνσεις στους ιδιοκτήτες αγροτικών αυτοκινήτων τα οποία χρησιμοποιούνται αποκλειστικά για τη μεταφορά γεωργικών προϊόντων. ΚΑΤΟΙΚΟΙ ΤΗΣ ΡΟΔΟΠΗΣ ΔΩΡΗΣΑΝ ΣΕ ΤΑΓΜΑ ΜΕΓΑΛΟΝΗΣΙ ΕΓΚΑΤΑΣΤΑΣΗ ΚΟΜΟΤΗΝΗ, 12. — Μιά σεμνή και πατριωτική εκδήλωση έγινε χθες στην έδρα του τάγματος, όταν κάτοικοι της Ροδόπης δώρισαν εγκατάσταση στους στρατιώτες. Η εκδήλωση πραγματοποιήθηκε με την παρουσία των τοπικών αρχών και του διοικητού της μονάδος, ο οποίος ευχαρίστησε τους δωρητές για τη συμβολή τους. ΤΣΙΓΓΑΝΟΣ ΕΚΑΠΗΛΕΥΕΤΟ ΤΗ ΔΥΣΤΥΧΙΑ ΤΩΝ ΚΥΠΡΙΩΝ ΒΟΛΟΣ, 12. — Εμφανιζόταν ως Κύπριος πρόσφυγας και έκανε εράνους σε καταστήματα της πόλεως ένας τσιγγάνος, ο οποίος συνελήφθη από την αστυνομία ύστερα από καταγγελίες πολιτών. Η 98Η ΕΠΕΤΕΙΟΣ ΤΗΣ ΕΠΑΝΑΣΤΑΣΕΩΣ ΤΟΥ ΟΛΥΜΠΟΥ Για την πανηγυρική επιμνημόσυνη εκδήλωση που θα γίνει την ερχόμενη Κυριακή 22 Φεβρουαρίου, στο Λιτόχωρο, καταρτίστηκε το πρόγραμμα εορτασμού. Η ΝΕΑ ΔΙΟΙΚΗΣΗ ΤΟΥ ΕΡΓΑΤΙΚΟΥ ΚΕΝΤΡΟΥ ΓΙΑΝΝΙΤΣΑ, 12. — Μετά τις αρχαιρεσίες συγκροτήθηκε σε σώμα η νέα διοίκηση του εργατικού κέντρου Γιαννιτσών ως εξής: πρόεδρος, αντιπρόεδρος, γενικός γραμματεύς. Η ΠΡΟΣΤΑΣΙΑ ΤΟΥ ΠΕΡΙΒΑΛΛΟΝΤΟΣ ΣΤΗΝ ΞΑΝΘΗ ΞΑΝΘΗ, 12. — Κατόπιν πρωτοβουλίας του νομάρχη συνεκλήθη σύσκεψη για την προστασία του περιβάλλοντος και τη λήψη μέτρων για την καθαριότητα της πόλεως. ΚΑΤΑΓΓΕΛΙΕΣ ΒΟΥΛΕΥΤΟΥ ΚΑΤΑ ΤΟΥ ΓΙΑ ΠΑΠΠΑΣ ΚΑΙ ΤΗΣ ΚΟΚΑ ΚΟΛΑ ΑΘΗΝΑΙ, 12. — Ο βουλευτής κατήγγειλε στη Βουλή ότι η εταιρεία δεν τηρεί τους όρους της συμβάσεως που είχε υπογράψει με το Δημόσιο. ΕΙΣΟΔΗΜΑΤΙΚΗ ΕΝΙΣΧΥΣΗ ΣΕ ΡΗΤΙΝΟΚΑΛΛΙΕΡΓΗΤΕΣ ΑΘΗΝΑΙ, 12. — Δι' αποφάσεως του υπουργού Γεωργίας καθορίζεται η ενίσχυση των ρητινοκαλλιεργητών για τη συγκομιδή του 1976. Ο ΣΥΝΔΕΣΜΟΣ ΤΑΡΕΥΤΩΝ ΠΕΡΙΟΧΗΣ ΓΙΑΝΝΙΤΣΩΝ ΓΙΑΝΝΙΤΣΑ, 12. — Στην σύνοδο του συνδέσμου έγινε ενημέρωση για τα προβλήματα των μελών και ζητήθηκε η ενίσχυσή τους από την πολιτεία.: [429, 3, 598, 1353]
- table-row: Όσλο 6,258 6,384: [225, 293, 411, 304]
- will-be-tried-subhead: ΘΑ ΔΙΚΑΣΘΗ: [854, 1300, 932, 1313]
- labour-centre-headline: Η ΝΕΑ ΔΙΟΙΚΗΣΗ ΤΟΥ ΕΡΓΑΤΙΚΟΥ ΚΕΝΤΡΟΥ: [440, 697, 588, 729]
- fx-table: [26, 198, 215, 294]
- association-headline: Ο ΣΥΝΔΕΣΜΟΣ ΤΑΡΕΥΤΩΝ ΠΕΡΙΟΧΗΣ ΓΙΑΝΝΙΤΣΩΝ: [438, 1229, 590, 1277]
- contaminated-blood-headline: Η ΑΝΑΚΟΙΝΩΣΗ ΥΠΟΥΡΓΕΙΟΥ ΚΟΙΝΩΝΙΚΩΝ ΥΠΗΡΕΣΙΩΝ ΓΙΑ ΤΟΝ ΘΑΝΑΤΟ ΤΩΝ ΠΑΙΔΙΩΝ ΑΠΟ ΜΟΛΥΣΜΕΝΟ ΑΙΜΑ: [1208, 1214, 1573, 1272]
- table-row: Λονδίνου 131,55: [225, 436, 411, 448]
- foreign-exchange-title: ΕΞΩΤΕΡΙΚΑ ΣΥΝΑΛΛΑΓΜΑΤΑ: [236, 157, 400, 169]
- table-row: Παρισίων 134,94: [225, 448, 411, 460]
- table-row: Τιμή εξαγοράς μεριδίου εις δολάρια 529,62: [28, 245, 213, 269]
- course-transfer-headline: ΣΥΝΕΝΤΕΥΞΗ ΑΠΛΩΣ Η ΔΥΝΑΤΟΤΗΣ ΜΕΤΑΦΟΡΑΣ ΟΡΙΣΜΕΝΩΝ ΜΑΘΗΜΑΤΩΝ ΣΕ ΠΕΡΙΘΩΡΙΑΚΗ ΚΛΙΜΑΚΑ: [992, 179, 1173, 258]
- table-row: Μάρκον Γερμανίας 13,557 13,960: [28, 373, 213, 397]
- table-row: Μιλάνου 4,538 4,629: [225, 317, 411, 328]
- table-row: Δολλάρ. Αυστραλίας 43,347 44,671: [225, 118, 411, 141]
- table-row: Δολλάριον ΗΠΑ 34,560 35,390: [28, 325, 213, 337]
- table-row: Δολλ. Καναδά 34,392 35,442: [28, 469, 213, 481]
- table-row: Λουξεμβούργου 87,784 89,562: [225, 209, 411, 220]
- florina-battle-headline: ΘΟΣΟΛΟΓΙΑ, ΕΠΙΜΝΗΜΟΣΥΝΗ ΔΕΗΣΗ ΚΑΙ ΠΑΡΕΛΑΣΗ ΓΙΑ ΤΗΝ ΕΠΕΤΕΙΟ ΤΗΣ ΜΑΧΗΣ ΤΗΣ ΦΛΩΡΙΝΗΣ ΤΟ 1949: [28, 864, 415, 929]
- scientists-association-headline: Ο ΣΥΛΛΟΓΟΣ ΕΠΙΣΤΗΜΟΝΩΝ ΓΙΑΝΝΙΤΣΩΝ: [1029, 545, 1135, 593]
- table-row: Γαλλ. φράγκον 7,489 7,709: [28, 361, 213, 373]
- table-row: Ζυρίχης 130,85: [225, 472, 411, 484]
- table-row: Χονγκ Κόνγκ 132,20: [225, 484, 411, 496]
- dollar-fate-subhead: Η ΤΥΧΗ ΤΟΥ ΔΟΛΛΑΡΙΟΥ: [1212, 1145, 1363, 1158]
- table-row: Κεφάλαια εις ελβετικά: [28, 233, 145, 245]
